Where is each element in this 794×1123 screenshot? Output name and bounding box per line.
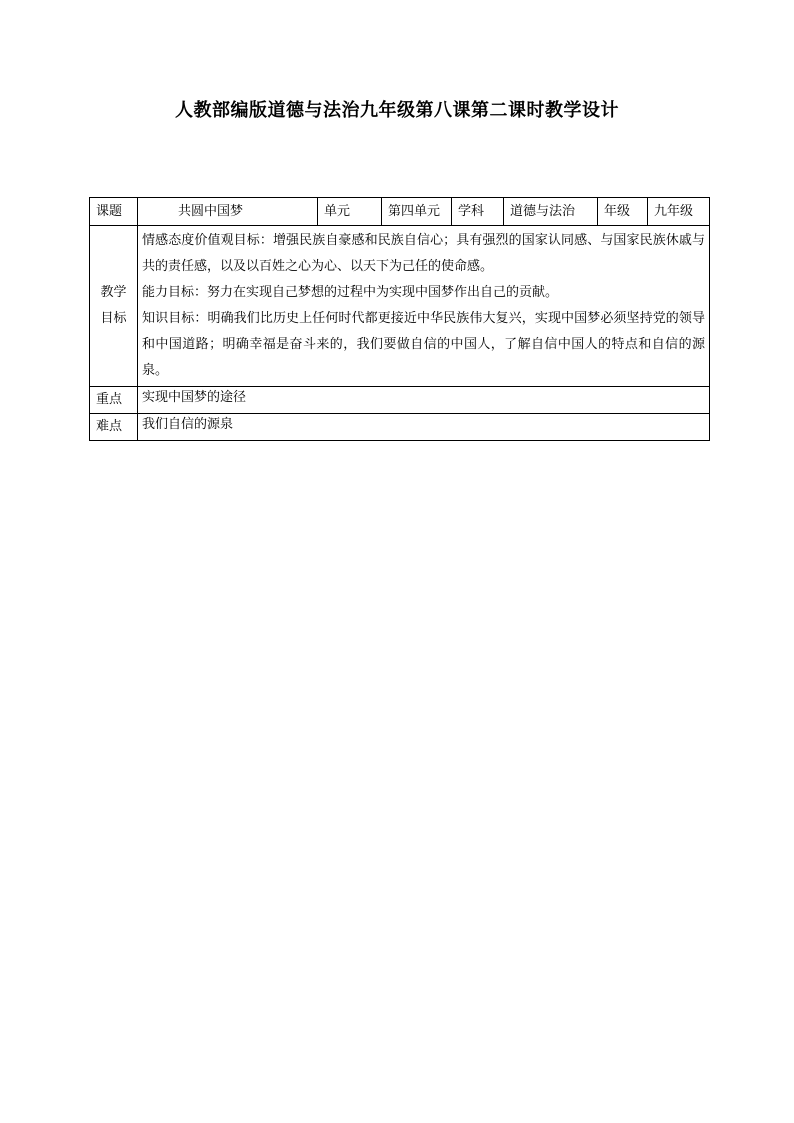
key-point-value: 实现中国梦的途径 bbox=[138, 387, 710, 414]
attitude-goal: 情感态度价值观目标：增强民族自豪感和民族自信心；具有强烈的国家认同感、与国家民族休戚与共的责任感，以及以百姓之心为心、以天下为己任的使命感。 bbox=[142, 233, 705, 274]
goals-row bbox=[90, 226, 710, 387]
header-row bbox=[90, 198, 710, 226]
difficult-point-row bbox=[90, 414, 710, 441]
topic-value: 共圆中国梦 bbox=[138, 198, 318, 226]
key-point-row bbox=[90, 387, 710, 414]
goals-content bbox=[138, 226, 710, 387]
unit-value: 第四单元 bbox=[382, 198, 452, 226]
goals-label bbox=[90, 226, 138, 387]
subject-value: 道德与法治 bbox=[504, 198, 598, 226]
topic-label: 课题 bbox=[90, 198, 138, 226]
ability-goal: 能力目标：努力在实现自己梦想的过程中为实现中国梦作出自己的贡献。 bbox=[142, 285, 559, 300]
key-point-label: 重点 bbox=[90, 387, 138, 414]
grade-value: 九年级 bbox=[648, 198, 710, 226]
knowledge-goal: 知识目标：明确我们比历史上任何时代都更接近中华民族伟大复兴，实现中国梦必须坚持党的领导和中国道路；明确幸福是奋斗来的，我们要做自信的中国人，了解自信中国人的特点和自信的源泉。 bbox=[142, 311, 705, 378]
difficult-point-value: 我们自信的源泉 bbox=[138, 414, 710, 441]
document-title: 人教部编版道德与法治九年级第八课第二课时教学设计 bbox=[175, 100, 619, 121]
lesson-plan-table bbox=[89, 197, 710, 441]
difficult-point-label: 难点 bbox=[90, 414, 138, 441]
goals-label-line1: 教学 bbox=[100, 285, 127, 300]
subject-label: 学科 bbox=[452, 198, 504, 226]
goals-label-line2: 目标 bbox=[100, 311, 127, 326]
unit-label: 单元 bbox=[318, 198, 382, 226]
grade-label: 年级 bbox=[598, 198, 648, 226]
